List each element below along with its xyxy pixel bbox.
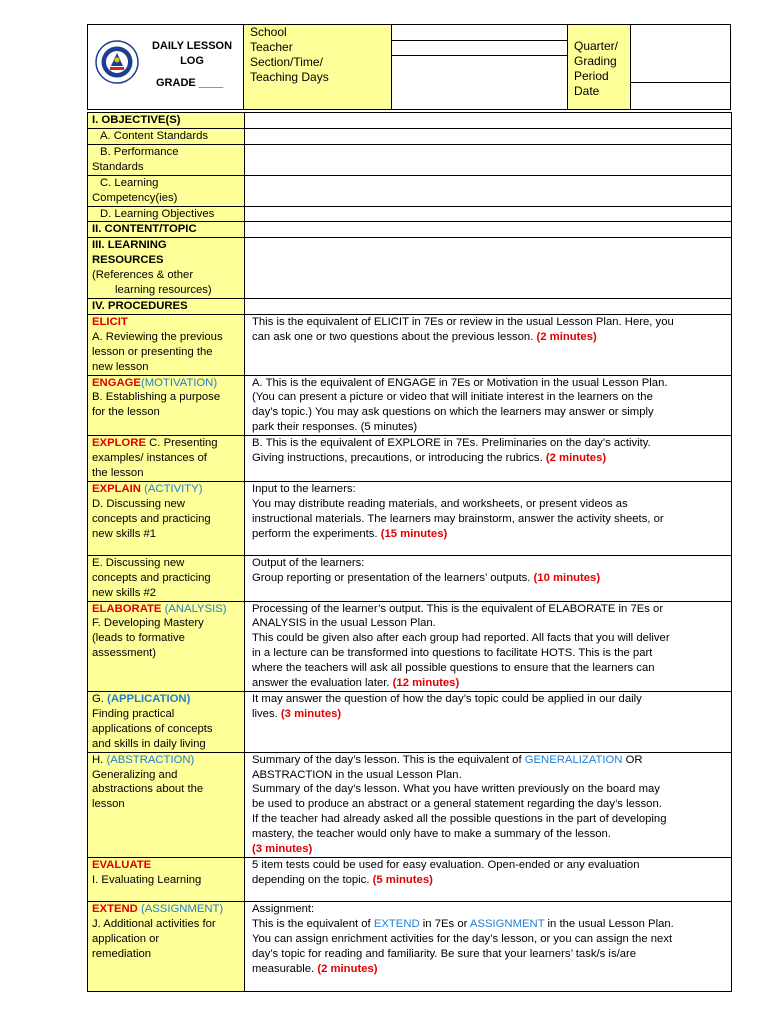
time-badge: (3 minutes) (252, 843, 313, 856)
evaluate-label: EVALUATE I. Evaluating Learning (88, 857, 245, 901)
engage-description: A. This is the equivalent of ENGAGE in 7Es or Motivation in the usual Lesson Plan. (You can present a picture or video that will initiate interest in the learners on the day’s topic.) You may ask questions on which the learners may answer or simply park their responses. (5 minutes) (245, 375, 732, 436)
elaborate-description: Processing of the learner’s output. This is the equivalent of ELABORATE in 7Es or ANALYSIS in the usual Lesson Plan. This could be given also after each group had reported. All facts that you will deliver in a lecture can be transformed into questions to facilitate HOTS. This is the part where the teachers will ask all possible questions to ensure that the learners can answer the evaluation later. (12 minutes) (245, 601, 732, 691)
table-row (88, 857, 732, 901)
table-row (88, 129, 732, 145)
period-label: Period (574, 69, 609, 83)
learning-competency-label: C. Learning Competency(ies) (88, 175, 245, 206)
table-row (88, 555, 732, 601)
deped-seal-icon (95, 40, 139, 84)
time-badge: (3 minutes) (280, 707, 342, 720)
abstraction-description: Summary of the day’s lesson. This is the equivalent of GENERALIZATION OR ABSTRACTION in the usual Lesson Plan. Summary of the day’s lesson. What you have written previously on the board may be used to produce an abstract or a general statement regarding the day’s lesson. If the teacher had already asked all the possible questions in the part of developing mastery, the teacher would only have to make a summary of the lesson. (3 minutes) (245, 752, 732, 857)
evaluate-description: 5 item tests could be used for easy evaluation. Open-ended or any evaluation depending on the topic. (5 minutes) (245, 857, 732, 901)
date-label: Date (574, 84, 600, 98)
explain-label: EXPLAIN (ACTIVITY) D. Discussing new concepts and practicing new skills #1 (88, 481, 245, 555)
objectives-field[interactable] (245, 113, 732, 129)
explain-description: Input to the learners: You may distribute reading materials, and worksheets, or present videos as instructional materials. The learners may brainstorm, answer the activity sheets, or perform the experiments. (15 minutes) (245, 481, 732, 555)
time-badge: (15 minutes) (380, 527, 448, 540)
date-field[interactable] (631, 82, 730, 109)
objectives-heading: I. OBJECTIVE(S) (88, 113, 245, 129)
header (87, 24, 731, 110)
learning-competency-field[interactable] (245, 175, 732, 206)
learning-resources-heading: III. LEARNING RESOURCES (References & other learning resources) (88, 238, 245, 299)
elicit-label: ELICIT A. Reviewing the previous lesson or presenting the new lesson (88, 314, 245, 375)
table-row (88, 692, 732, 753)
discuss-2-description: Output of the learners: Group reporting or presentation of the learners’ outputs. (10 minutes) (245, 555, 732, 601)
explore-label: EXPLORE C. Presenting examples/ instances of the lesson (88, 436, 245, 482)
grade-label: GRADE ____ (156, 77, 224, 89)
section-field[interactable] (392, 55, 567, 109)
abstraction-label: H. (ABSTRACTION) Generalizing and abstractions about the lesson (88, 752, 245, 857)
application-description: It may answer the question of how the day’s topic could be applied in our daily lives. (3 minutes) (245, 692, 732, 753)
table-row (88, 113, 732, 129)
discuss-2-label: E. Discussing new concepts and practicing new skills #2 (88, 555, 245, 601)
extend-label: EXTEND (ASSIGNMENT) J. Additional activities for application or remediation (88, 901, 245, 991)
explore-description: B. This is the equivalent of EXPLORE in 7Es. Preliminaries on the day’s activity. Giving instructions, precautions, or introducing the rubrics. (2 minutes) (245, 436, 732, 482)
grading-label: Grading (574, 54, 617, 68)
table-row (88, 144, 732, 175)
time-badge: (2 minutes) (536, 330, 597, 343)
time-badge: (10 minutes) (533, 571, 601, 584)
application-label: G. (APPLICATION) Finding practical applications of concepts and skills in daily living (88, 692, 245, 753)
table-row (88, 238, 732, 299)
header-title-cell (87, 24, 244, 110)
teacher-field[interactable] (392, 40, 567, 56)
school-field[interactable] (392, 25, 567, 41)
content-topic-heading: II. CONTENT/TOPIC (88, 222, 245, 238)
section-label: Section/Time/ (250, 55, 323, 69)
lesson-log-table (87, 112, 732, 992)
teacher-label: Teacher (250, 40, 293, 54)
header-labels (244, 24, 392, 110)
table-row (88, 222, 732, 238)
procedures-heading: IV. PROCEDURES (88, 298, 245, 314)
performance-standards-field[interactable] (245, 144, 732, 175)
elaborate-label: ELABORATE (ANALYSIS) F. Developing Mastery (leads to formative assessment) (88, 601, 245, 691)
table-row (88, 901, 732, 991)
table-row (88, 481, 732, 555)
elicit-tag: ELICIT (92, 315, 128, 328)
engage-label: ENGAGE(MOTIVATION) B. Establishing a purpose for the lesson (88, 375, 245, 436)
header-values (392, 24, 568, 110)
time-badge: (12 minutes) (392, 677, 460, 690)
procedures-field[interactable] (245, 298, 732, 314)
table-row (88, 314, 732, 375)
header-labels-2 (568, 24, 631, 110)
table-row (88, 298, 732, 314)
quarter-label: Quarter/ (574, 39, 619, 53)
learning-objectives-field[interactable] (245, 206, 732, 222)
performance-standards-label: B. Performance Standards (88, 144, 245, 175)
school-label: School (250, 25, 287, 39)
table-row (88, 436, 732, 482)
quarter-field[interactable] (631, 25, 730, 83)
teaching-days-label: Teaching Days (250, 70, 329, 84)
content-standards-label: A. Content Standards (88, 129, 245, 145)
elicit-description: This is the equivalent of ELICIT in 7Es or review in the usual Lesson Plan. Here, you can ask one or two questions about the previous lesson. (2 minutes) (245, 314, 732, 375)
time-badge: (2 minutes) (317, 962, 378, 975)
table-row (88, 206, 732, 222)
table-row (88, 175, 732, 206)
table-row (88, 601, 732, 691)
content-standards-field[interactable] (245, 129, 732, 145)
page-title: DAILY LESSON LOG (151, 40, 233, 67)
table-row (88, 375, 732, 436)
extend-description: Assignment: This is the equivalent of EXTEND in 7Es or ASSIGNMENT in the usual Lesson Plan. You can assign enrichment activities for the day’s lesson, or you can assign the next day’s topic for reading and familiarity. Be sure that your learners’ task/s is/are measurable. (2 minutes) (245, 901, 732, 991)
content-topic-field[interactable] (245, 222, 732, 238)
time-badge: (5 minutes) (372, 873, 433, 886)
table-row (88, 752, 732, 857)
header-values-2 (631, 24, 731, 110)
learning-resources-field[interactable] (245, 238, 732, 299)
time-badge: (2 minutes) (545, 452, 607, 465)
learning-objectives-label: D. Learning Objectives (88, 206, 245, 222)
